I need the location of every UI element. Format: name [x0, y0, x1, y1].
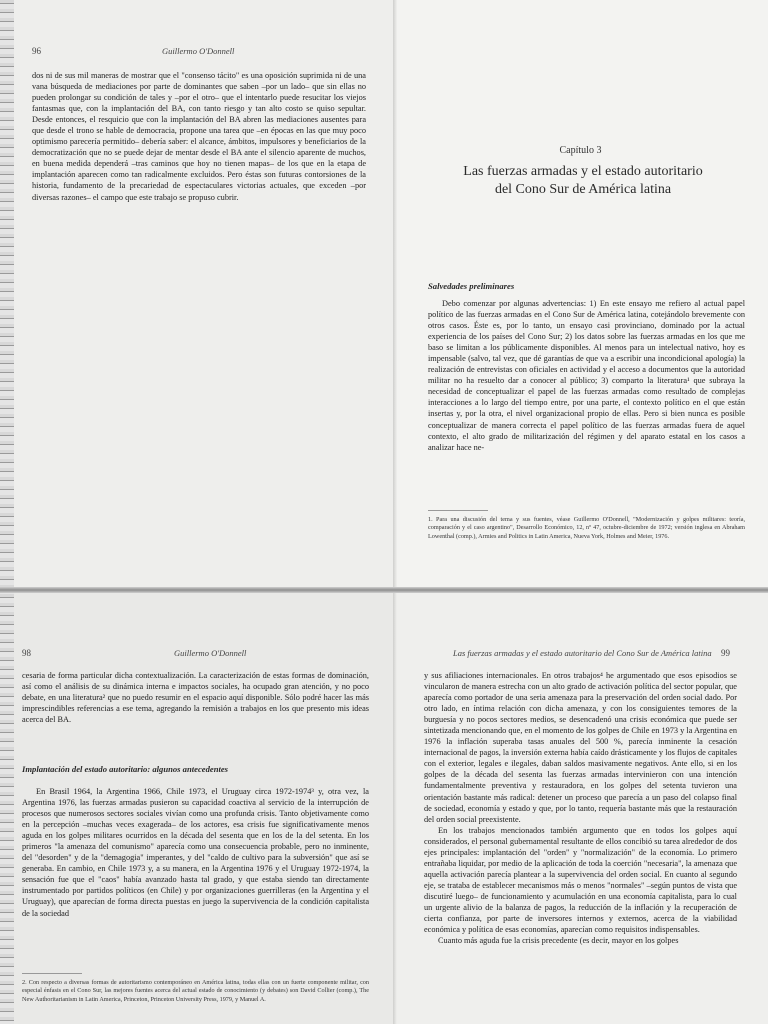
- page-number: 99: [721, 648, 730, 658]
- footnote-rule: [22, 973, 82, 974]
- scan-edge: [0, 0, 14, 1024]
- running-head: Guillermo O'Donnell: [162, 46, 235, 56]
- page-99: [393, 593, 768, 1024]
- paragraph: y sus afiliaciones internacionales. En otros trabajos⁴ he argumentado que esos episodios se vincularon de manera estrecha con un alto grado de activación política del sector popular, que aparecía como portador de una seria amenaza para la preservación del orden social dado. Por otro lado, en íntima relación con dicha amenaza, y con los consiguientes temores de la burguesía y no pocos sectores medios, se desencadenó una crisis económica que puede ser sintetizada mencionando que, en el momento de los golpes de Chile en 1973 y la Argentina en 1976 la inflación superaba tasas anuales del 500 %, parecía inminente la cesación internacional de pagos, la inversión externa había caído drásticamente y los flujos de capitales con el exterior, legales e ilegales, daban saldos masivamente negativos. Ante ello, si en los golpes de la década del sesenta las fuerzas armadas intervinieron con una intención fundamentalmente preventiva y restauradora, en los golpes del setenta tuvieron una orientación bastante más radical: detener un proceso que parecía a un paso del colapso final de sociedad, economía y estado y que, por lo tanto, requería bastante más que la restauración del orden social preexistente.: [424, 671, 737, 824]
- running-head: Guillermo O'Donnell: [174, 648, 247, 658]
- page-97: [393, 0, 768, 587]
- page-number: 96: [32, 46, 41, 56]
- chapter-title: [433, 163, 733, 199]
- section-heading: Salvedades preliminares: [428, 281, 515, 291]
- paragraph: cesaria de forma particular dicha contextualización. La caracterización de estas formas de dominación, así como el análisis de su dinámica interna e impactos sociales, ha ocupado gran atención, y no poco debate, en una literatura² que no puedo resumir en el espacio aquí disponible. Sólo podré hacer las más imprescindibles referencias a ese tema, agregando la remisión a trabajos en los que presento mis ideas acerca del BA.: [22, 671, 369, 725]
- footnote: 1. Para una discusión del tema y sus fuentes, véase Guillermo O'Donnell, "Modernización y golpes militares: teoría, comparación y el caso argentino", Desarrollo Económico, 12, nº 47, octubre-diciembre de 1972; versión inglesa en Abraham Lowenthal (comp.), Armies and Politics in Latin America, Nueva York, Holmes and Meier, 1976.: [428, 516, 745, 540]
- footnote: 2. Con respecto a diversas formas de autoritarismo contemporáneo en América latina, todas ellas con un fuerte componente militar, con especial énfasis en el Cono Sur, las mejores fuentes acerca del actual estado de conocimiento (y debates) son David Collier (comp.), The New Authoritarianism in Latin America, Princeton, Princeton University Press, 1979, y Manuel A.: [22, 979, 369, 1003]
- gutter-shadow: [393, 593, 397, 1024]
- paragraph: Debo comenzar por algunas advertencias: 1) En este ensayo me refiero al actual papel político de las fuerzas armadas en el Cono Sur de América latina, cotejándolo brevemente con otros casos. Éste es, por lo tanto, un ensayo casi provinciano, dominado por la actual experiencia de los países del Cono Sur; 2) los datos sobre las fuerzas armadas en los que me baso se limitan a los públicamente disponibles. Al menos para un intelectual nativo, hoy es impensable (salvo, tal vez, que dé garantías de que va a escribir una incondicional apología) la realización de entrevistas con oficiales en actividad y el acceso a documentos que la autoridad militar no ha resuelto dar a conocer al público; 3) comparto la literatura¹ que subraya la necesidad de conceptualizar el papel de las fuerzas armadas como resultado de complejas interacciones a lo largo del tiempo entre, por una parte, el contexto político en el que están insertas y, por la otra, el nivel organizacional propio de ellas. Pero si bien nunca es posible conceptualizar de manera correcta el papel político de las fuerzas armadas fuera de aquel contexto, el alto grado de militarización del régimen y del aparato estatal en los casos a analizar hace ne-: [428, 299, 745, 452]
- running-head: Las fuerzas armadas y el estado autoritario del Cono Sur de América latina: [453, 648, 712, 658]
- footnote-rule: [428, 510, 488, 511]
- page-98: [14, 593, 393, 1024]
- paragraph: En los trabajos mencionados también argumento que en todos los golpes aquí considerados, el personal gubernamental resultante de ellos concibió su tarea alrededor de dos ejes principales: implantación del "orden" y "normalización" de la economía. Lo primero entrañaba liquidar, por medio de la aplicación de toda la coerción "necesaria", la amenaza que aquella activación parecía plantear a la supervivencia del orden social. En cuanto al segundo eje, se trataba de establecer mecanismos más o menos "normales" –según puntos de vista que discutiré luego– de funcionamiento y acumulación en una economía capitalista, para lo cual un urgente alivio de la balanza de pagos, la reducción de la inflación y la recuperación de cierta confianza, por parte de inversores internos y externos, acerca de la viabilidad económica y política de esas economías, aparecían como requisitos indispensables.: [424, 825, 737, 935]
- paragraph: dos ni de sus mil maneras de mostrar que el "consenso tácito" es una oposición suprimida ni de una vana búsqueda de mediaciones por parte de dominantes que saben –por un lado– que sin ellas no pueden prolongar su condición de tales y –por el otro– que el intentarlo puede resucitar los viejos fantasmas que, con la implantación del BA, con tanto riesgo y tan alto costo se quiso sepultar. Desde entonces, el resquicio que con la implantación del BA abren las mediaciones ausentes para que desde el trono se hable de democracia, propone una tarea que –en épocas en las que muy poco optimismo parecería permitido– debería saber: el alcance, ámbitos, impulsores y beneficiarios de la democratización que no se puede dejar de mentar desde el BA ante el silencio aparente de muchos, en buena medida dependerá –tras caminos que hoy no tienen mapas– de los que en la etapa de implantación aparecen como tan radicalmente excluidos. Pero éstas son futuras contorsiones de la historia, fundamento de la precariedad de espectaculares victorias actuales, que exceden –por diversas razones– el campo que este trabajo se propuso cubrir.: [32, 71, 366, 202]
- page-number: 98: [22, 648, 31, 658]
- paragraph: En Brasil 1964, la Argentina 1966, Chile 1973, el Uruguay circa 1972-1974³ y, otra vez, la Argentina 1976, las fuerzas armadas pusieron su capacidad coactiva al servicio de la interrupción de procesos que numerosos sectores sociales vivían como una profunda crisis. Tanto objetivamente como en la percepción –muchas veces exagerada– de los actores, esa crisis fue significativamente menos aguda en los golpes militares ocurridos en la década del sesenta que en los de la del setenta. En los primeros "la amenaza del comunismo" aparecía como una consecuencia probable, pero no inminente, del "desorden" y de la "demagogia" imperantes, y del "caldo de cultivo para la subversión" que así se generaba. En cambio, en Chile 1973 y, a su manera, en la Argentina 1976 y el Uruguay 1972-1974, la sensación fue que el "caos" había avanzado hasta tal grado, y que estaba siendo tan directamente instrumentado por partidos políticos (en Chile) y por organizaciones guerrilleras (en la Argentina y el Uruguay), que aparecían de forma directa puestas en juego la supervivencia de la condición capitalista de la sociedad: [22, 787, 369, 918]
- body-text: [32, 70, 366, 203]
- body-text: [22, 786, 369, 919]
- paragraph: Cuanto más aguda fue la crisis precedente (es decir, mayor en los golpes: [438, 936, 679, 946]
- section-heading: Implantación del estado autoritario: algunos antecedentes: [22, 764, 229, 774]
- chapter-title-line: Las fuerzas armadas y el estado autoritario: [463, 164, 703, 179]
- body-text: [428, 298, 745, 453]
- body-text: [22, 670, 369, 725]
- chapter-label: Capítulo 3: [559, 145, 602, 156]
- gutter-shadow: [393, 0, 397, 587]
- chapter-title-line: del Cono Sur de América latina: [494, 182, 672, 197]
- body-text: [424, 670, 737, 946]
- page-96: [14, 0, 393, 587]
